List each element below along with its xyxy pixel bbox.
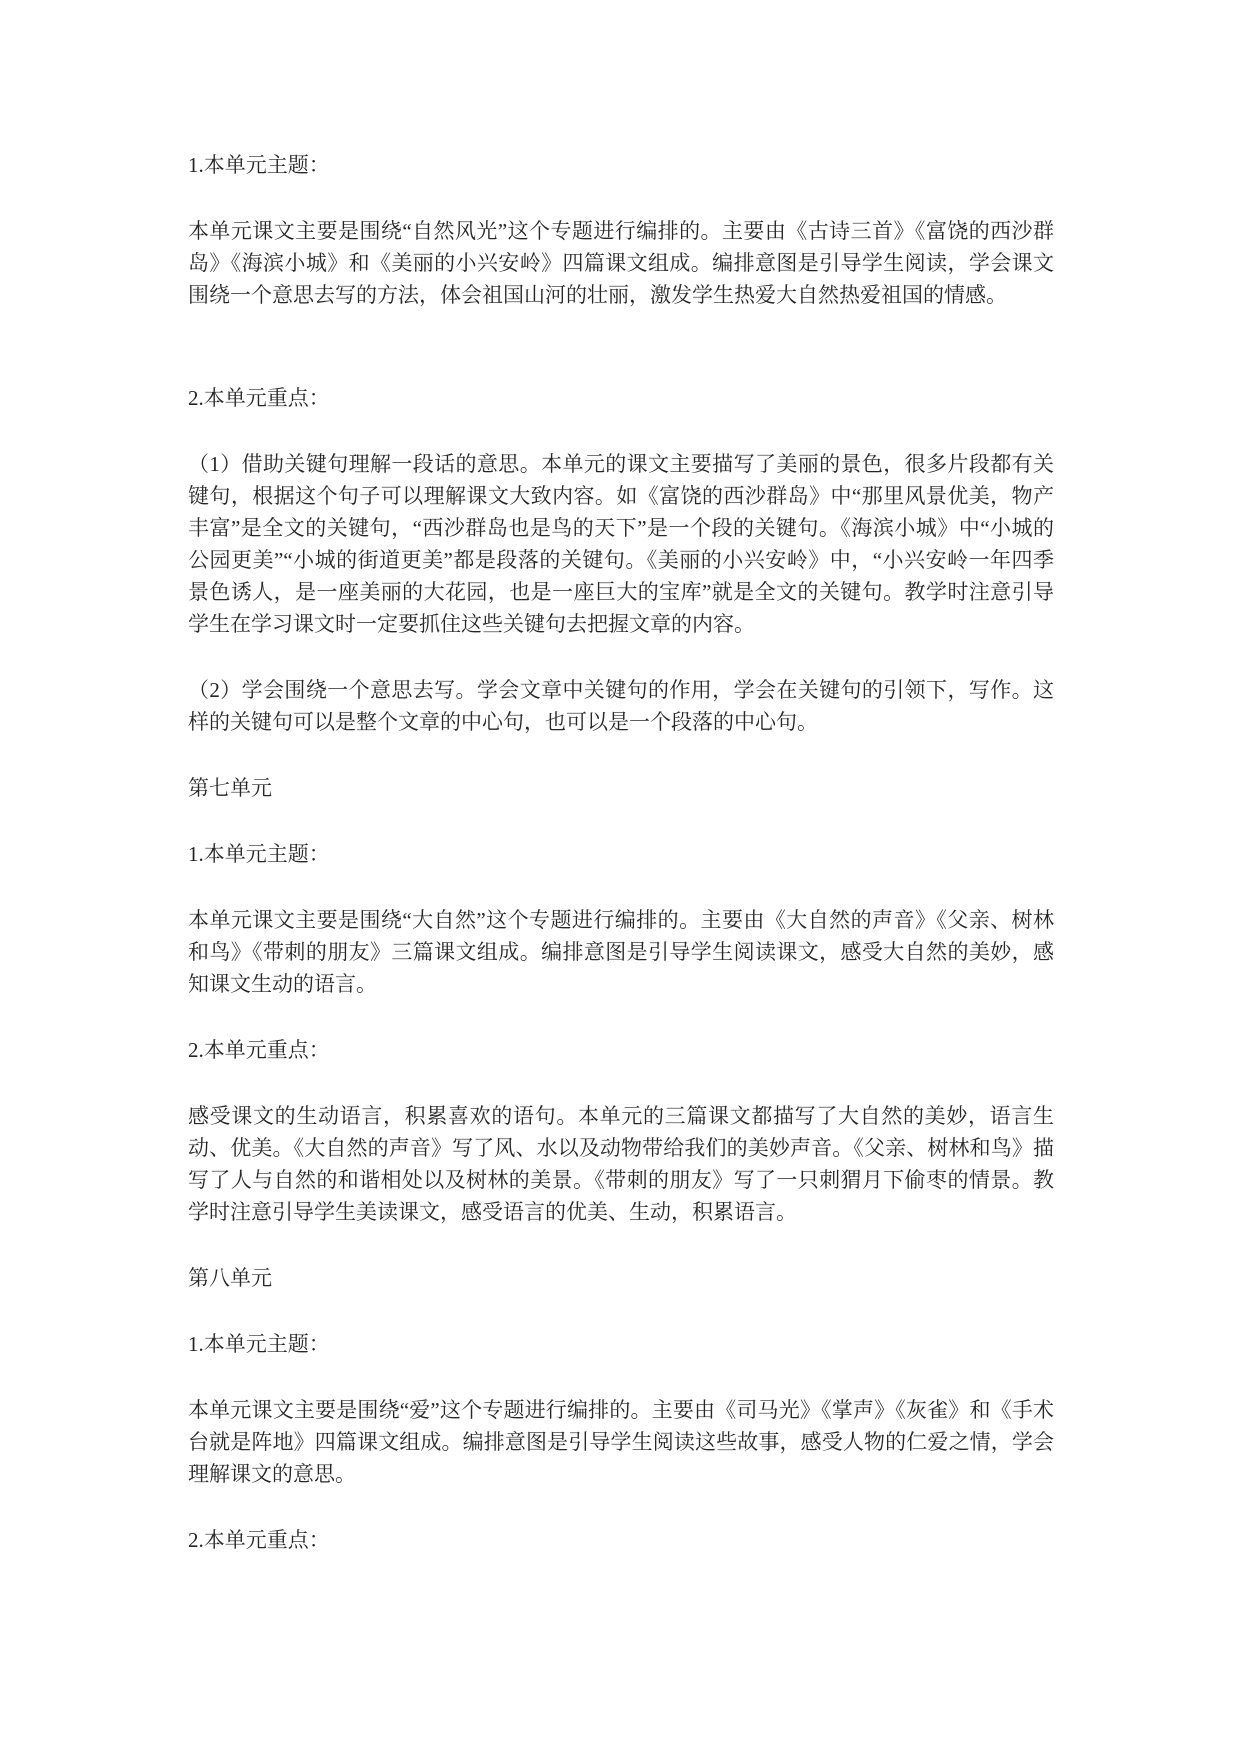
paragraph-unit7-focus: 感受课文的生动语言，积累喜欢的语句。本单元的三篇课文都描写了大自然的美妙，语言生动、优美。《大自然的声音》写了风、水以及动物带给我们的美妙声音。《父亲、树林和鸟》描写了人与自然的和谐相处以及树林的美景。《带刺的朋友》写了一只刺猬月下偷枣的情景。教学时注意引导学生美读课文，感受语言的优美、生动，积累语言。 — [188, 1104, 1054, 1224]
paragraph-unit7-theme: 本单元课文主要是围绕“大自然”这个专题进行编排的。主要由《大自然的声音》《父亲、树林和鸟》《带刺的朋友》三篇课文组成。编排意图是引导学生阅读课文，感受大自然的美妙，感知课文生动的语言。 — [188, 908, 1054, 996]
section-title-unit7: 第七单元 — [188, 776, 272, 800]
section-title-unit8: 第八单元 — [188, 1266, 272, 1290]
heading-unit7-theme: 1.本单元主题： — [188, 842, 330, 866]
heading-unit6-theme: 1.本单元主题： — [188, 153, 330, 177]
paragraph-unit6-focus-2: （2）学会围绕一个意思去写。学会文章中关键句的作用，学会在关键句的引领下，写作。这样的关键句可以是整个文章的中心句，也可以是一个段落的中心句。 — [188, 678, 1054, 734]
heading-unit6-focus: 2.本单元重点： — [188, 386, 330, 410]
paragraph-unit6-theme: 本单元课文主要是围绕“自然风光”这个专题进行编排的。主要由《古诗三首》《富饶的西沙群岛》《海滨小城》和《美丽的小兴安岭》四篇课文组成。编排意图是引导学生阅读，学会课文围绕一个意思去写的方法，体会祖国山河的壮丽，激发学生热爱大自然热爱祖国的情感。 — [188, 219, 1054, 307]
heading-unit8-focus: 2.本单元重点： — [188, 1528, 330, 1552]
heading-unit7-focus: 2.本单元重点： — [188, 1038, 330, 1062]
paragraph-unit8-theme: 本单元课文主要是围绕“爱”这个专题进行编排的。主要由《司马光》《掌声》《灰雀》和《手术台就是阵地》四篇课文组成。编排意图是引导学生阅读这些故事，感受人物的仁爱之情，学会理解课文的意思。 — [188, 1398, 1054, 1486]
paragraph-unit6-focus-1: （1）借助关键句理解一段话的意思。本单元的课文主要描写了美丽的景色，很多片段都有关键句，根据这个句子可以理解课文大致内容。如《富饶的西沙群岛》中“那里风景优美，物产丰富”是全文的关键句，“西沙群岛也是鸟的天下”是一个段的关键句。《海滨小城》中“小城的公园更美”“小城的街道更美”都是段落的关键句。《美丽的小兴安岭》中，“小兴安岭一年四季景色诱人，是一座美丽的大花园，也是一座巨大的宝库”就是全文的关键句。教学时注意引导学生在学习课文时一定要抓住这些关键句去把握文章的内容。 — [188, 452, 1054, 636]
heading-unit8-theme: 1.本单元主题： — [188, 1332, 330, 1356]
